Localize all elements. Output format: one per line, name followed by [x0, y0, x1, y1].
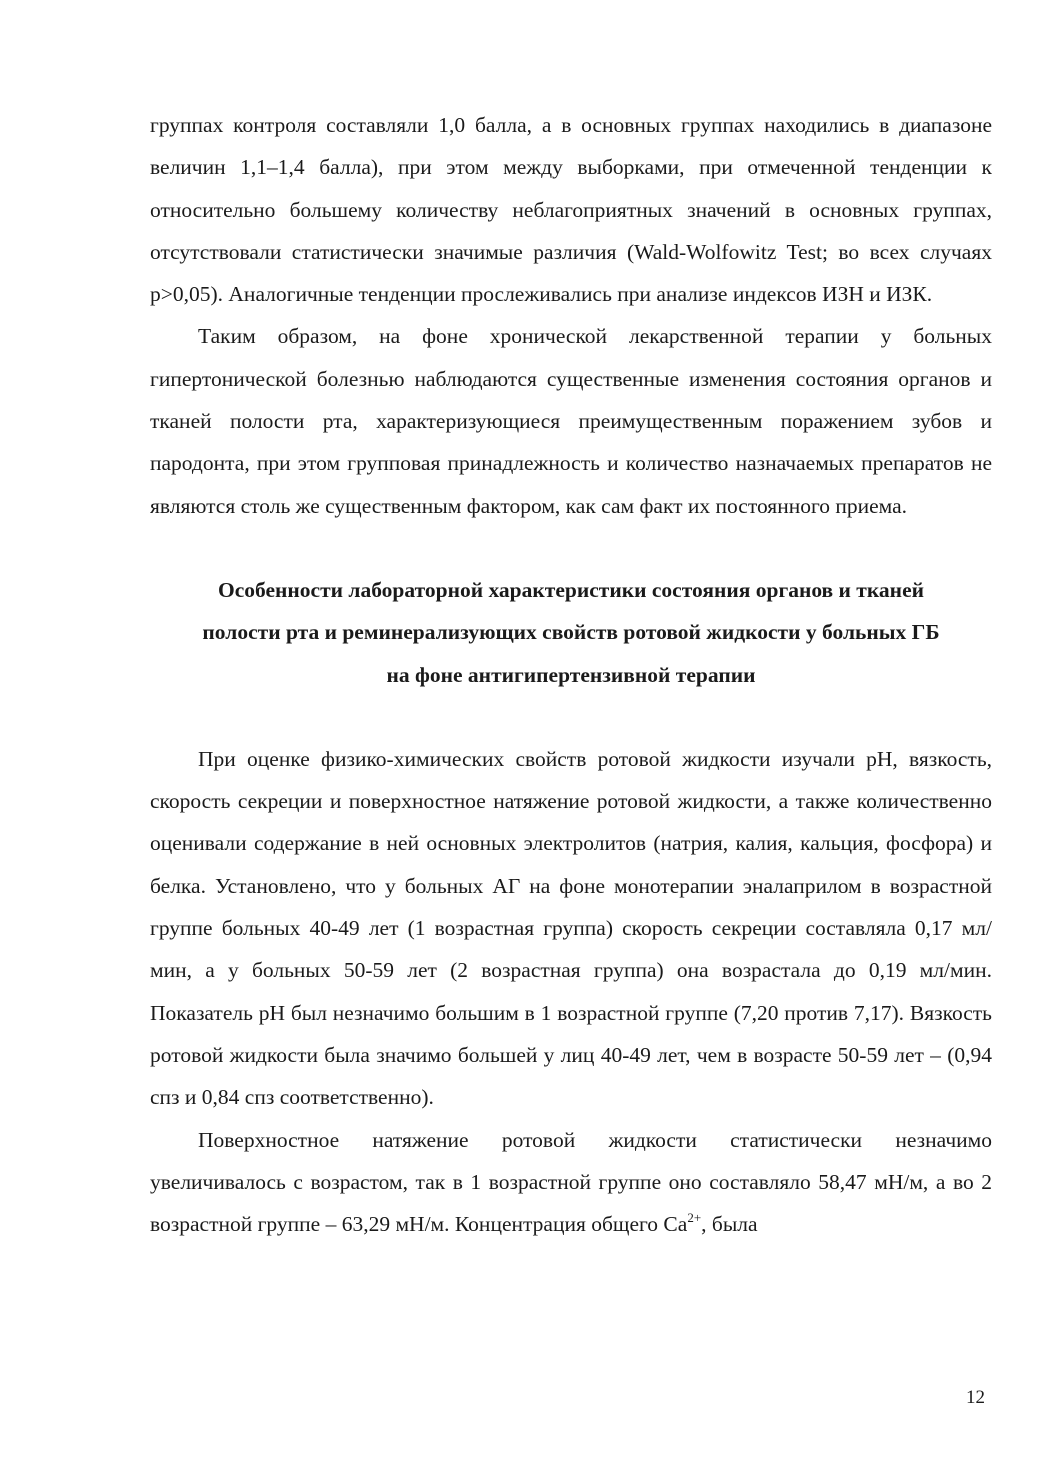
spacer	[150, 696, 992, 738]
section-heading-line-1: Особенности лабораторной характеристики состояния органов и тканей	[217, 577, 924, 602]
section-heading	[150, 569, 992, 696]
paragraph-4	[150, 1119, 992, 1246]
paragraph-4-text: Поверхностное натяжение ротовой жидкости статистически незначимо увеличивалось с возрастом, так в 1 возрастной группе оно составляло 58,47 мН/м, а во 2 возрастной группе – 63,29 мН/м. Концентрация общего Ca	[150, 1127, 992, 1237]
spacer	[150, 527, 992, 569]
paragraph-2: Таким образом, на фоне хронической лекарственной терапии у больных гипертонической болезнью наблюдаются существенные изменения состояния органов и тканей полости рта, характеризующиеся преимущественным поражением зубов и пародонта, при этом групповая принадлежность и количество назначаемых препаратов не являются столь же существенным фактором, как сам факт их постоянного приема.	[150, 324, 992, 518]
section-heading-line-2: полости рта и реминерализующих свойств ротовой жидкости у больных ГБ	[202, 620, 940, 645]
paragraph-1: группах контроля составляли 1,0 балла, а в основных группах находились в диапазоне величин 1,1–1,4 балла), при этом между выборками, при отмеченной тенденции к относительно большему количеству неблагоприятных значений в основных группах, отсутствовали статистически значимые различия (Wald-Wolfowitz Test; во всех случаях p>0,05). Аналогичные тенденции прослеживались при анализе индексов ИЗН и ИЗК.	[150, 113, 992, 307]
paragraph-4-tail: , была	[701, 1212, 758, 1237]
document-page	[150, 104, 992, 1245]
page-number: 12	[966, 1387, 985, 1408]
superscript-charge: 2+	[687, 1210, 702, 1226]
paragraph-3: При оценке физико-химических свойств ротовой жидкости изучали pH, вязкость, скорость секреции и поверхностное натяжение ротовой жидкости, а также количественно оценивали содержание в ней основных электролитов (натрия, калия, кальция, фосфора) и белка. Установлено, что у больных АГ на фоне монотерапии эналаприлом в возрастной группе больных 40-49 лет (1 возрастная группа) скорость секреции составляла 0,17 мл/мин, а у больных 50-59 лет (2 возрастная группа) она возрастала до 0,19 мл/мин. Показатель pH был незначимо большим в 1 возрастной группе (7,20 против 7,17). Вязкость ротовой жидкости была значимо большей у лиц 40-49 лет, чем в возрасте 50-59 лет – (0,94 спз и 0,84 спз соответственно).	[150, 746, 992, 1110]
section-heading-line-3: на фоне антигипертензивной терапии	[386, 662, 756, 687]
